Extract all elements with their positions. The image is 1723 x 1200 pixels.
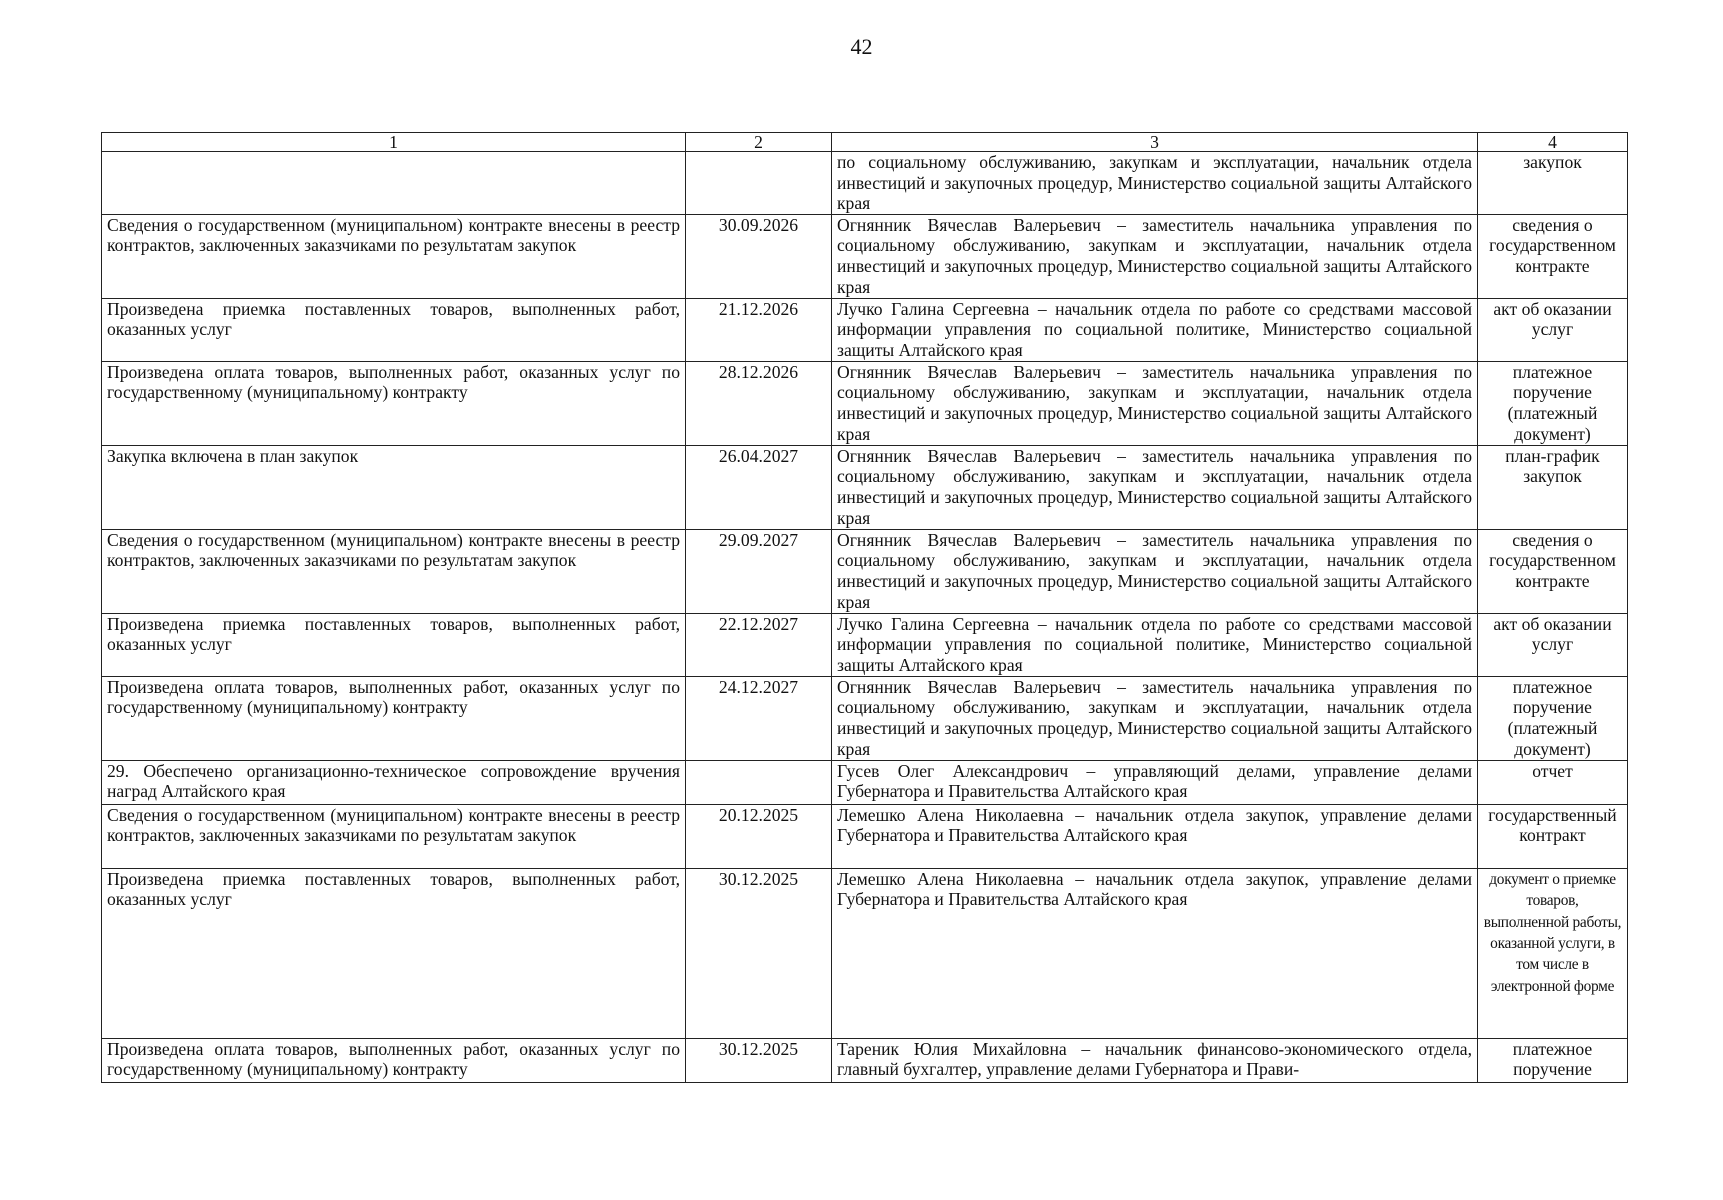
event-cell bbox=[102, 152, 686, 215]
table-row bbox=[102, 676, 1628, 760]
header-cell-1: 1 bbox=[102, 133, 686, 152]
date-cell bbox=[686, 152, 832, 215]
date-cell: 30.12.2025 bbox=[686, 1038, 832, 1082]
responsible-cell: Огнянник Вячеслав Валерьевич – заместитель начальника управления по социальному обслуживанию, закупкам и эксплуатации, начальник отдела инвестиций и закупочных процедур, Министерство социальной защиты Алтайского края bbox=[832, 361, 1478, 445]
header-row bbox=[102, 133, 1628, 152]
date-cell: 20.12.2025 bbox=[686, 804, 832, 868]
date-cell bbox=[686, 760, 832, 804]
document-cell: платежное поручение (платежный документ) bbox=[1478, 361, 1628, 445]
event-cell: Произведена приемка поставленных товаров, выполненных работ, оказанных услуг bbox=[102, 613, 686, 676]
header-cell-2: 2 bbox=[686, 133, 832, 152]
date-cell: 26.04.2027 bbox=[686, 445, 832, 529]
table-row bbox=[102, 1038, 1628, 1082]
responsible-cell: Огнянник Вячеслав Валерьевич – заместитель начальника управления по социальному обслуживанию, закупкам и эксплуатации, начальник отдела инвестиций и закупочных процедур, Министерство социальной защиты Алтайского края bbox=[832, 445, 1478, 529]
event-cell: Сведения о государственном (муниципальном) контракте внесены в реестр контрактов, заключенных заказчиками по результатам закупок bbox=[102, 214, 686, 298]
document-cell: план-график закупок bbox=[1478, 445, 1628, 529]
document-cell: отчет bbox=[1478, 760, 1628, 804]
event-cell: Произведена приемка поставленных товаров, выполненных работ, оказанных услуг bbox=[102, 298, 686, 361]
header-cell-4: 4 bbox=[1478, 133, 1628, 152]
document-cell: платежное поручение bbox=[1478, 1038, 1628, 1082]
event-cell: Закупка включена в план закупок bbox=[102, 445, 686, 529]
responsible-cell: Огнянник Вячеслав Валерьевич – заместитель начальника управления по социальному обслуживанию, закупкам и эксплуатации, начальник отдела инвестиций и закупочных процедур, Министерство социальной защиты Алтайского края bbox=[832, 529, 1478, 613]
document-cell: платежное поручение (платежный документ) bbox=[1478, 676, 1628, 760]
document-cell: документ о приемке товаров, выполненной работы, оказанной услуги, в том числе в электронной форме bbox=[1478, 868, 1628, 1038]
header-cell-3: 3 bbox=[832, 133, 1478, 152]
responsible-cell: Лучко Галина Сергеевна – начальник отдела по работе со средствами массовой информации управления по социальной политике, Министерство социальной защиты Алтайского края bbox=[832, 613, 1478, 676]
responsible-cell: по социальному обслуживанию, закупкам и эксплуатации, начальник отдела инвестиций и закупочных процедур, Министерство социальной защиты Алтайского края bbox=[832, 152, 1478, 215]
event-cell: Сведения о государственном (муниципальном) контракте внесены в реестр контрактов, заключенных заказчиками по результатам закупок bbox=[102, 529, 686, 613]
events-table bbox=[101, 132, 1628, 1083]
responsible-cell: Тареник Юлия Михайловна – начальник финансово-экономического отдела, главный бухгалтер, управление делами Губернатора и Прави- bbox=[832, 1038, 1478, 1082]
document-cell: сведения о государственном контракте bbox=[1478, 529, 1628, 613]
responsible-cell: Огнянник Вячеслав Валерьевич – заместитель начальника управления по социальному обслуживанию, закупкам и эксплуатации, начальник отдела инвестиций и закупочных процедур, Министерство социальной защиты Алтайского края bbox=[832, 214, 1478, 298]
table-row bbox=[102, 298, 1628, 361]
event-cell: 29. Обеспечено организационно-техническое сопровождение вручения наград Алтайского края bbox=[102, 760, 686, 804]
table-row bbox=[102, 529, 1628, 613]
table-row bbox=[102, 445, 1628, 529]
event-cell: Сведения о государственном (муниципальном) контракте внесены в реестр контрактов, заключенных заказчиками по результатам закупок bbox=[102, 804, 686, 868]
table-row bbox=[102, 804, 1628, 868]
table-row bbox=[102, 868, 1628, 1038]
date-cell: 24.12.2027 bbox=[686, 676, 832, 760]
date-cell: 28.12.2026 bbox=[686, 361, 832, 445]
date-cell: 29.09.2027 bbox=[686, 529, 832, 613]
document-cell: государственный контракт bbox=[1478, 804, 1628, 868]
event-cell: Произведена приемка поставленных товаров, выполненных работ, оказанных услуг bbox=[102, 868, 686, 1038]
table-row bbox=[102, 760, 1628, 804]
table-row bbox=[102, 361, 1628, 445]
date-cell: 22.12.2027 bbox=[686, 613, 832, 676]
date-cell: 30.12.2025 bbox=[686, 868, 832, 1038]
responsible-cell: Лучко Галина Сергеевна – начальник отдела по работе со средствами массовой информации управления по социальной политике, Министерство социальной защиты Алтайского края bbox=[832, 298, 1478, 361]
responsible-cell: Гусев Олег Александрович – управляющий делами, управление делами Губернатора и Правительства Алтайского края bbox=[832, 760, 1478, 804]
event-cell: Произведена оплата товаров, выполненных работ, оказанных услуг по государственному (муниципальному) контракту bbox=[102, 1038, 686, 1082]
date-cell: 30.09.2026 bbox=[686, 214, 832, 298]
event-cell: Произведена оплата товаров, выполненных работ, оказанных услуг по государственному (муниципальному) контракту bbox=[102, 361, 686, 445]
document-cell: закупок bbox=[1478, 152, 1628, 215]
responsible-cell: Лемешко Алена Николаевна – начальник отдела закупок, управление делами Губернатора и Правительства Алтайского края bbox=[832, 868, 1478, 1038]
event-cell: Произведена оплата товаров, выполненных работ, оказанных услуг по государственному (муниципальному) контракту bbox=[102, 676, 686, 760]
document-cell: акт об оказании услуг bbox=[1478, 613, 1628, 676]
document-cell: акт об оказании услуг bbox=[1478, 298, 1628, 361]
responsible-cell: Огнянник Вячеслав Валерьевич – заместитель начальника управления по социальному обслуживанию, закупкам и эксплуатации, начальник отдела инвестиций и закупочных процедур, Министерство социальной защиты Алтайского края bbox=[832, 676, 1478, 760]
table-row bbox=[102, 613, 1628, 676]
page-number: 42 bbox=[850, 34, 873, 59]
date-cell: 21.12.2026 bbox=[686, 298, 832, 361]
table-row bbox=[102, 152, 1628, 215]
table-row bbox=[102, 214, 1628, 298]
document-cell: сведения о государственном контракте bbox=[1478, 214, 1628, 298]
responsible-cell: Лемешко Алена Николаевна – начальник отдела закупок, управление делами Губернатора и Правительства Алтайского края bbox=[832, 804, 1478, 868]
